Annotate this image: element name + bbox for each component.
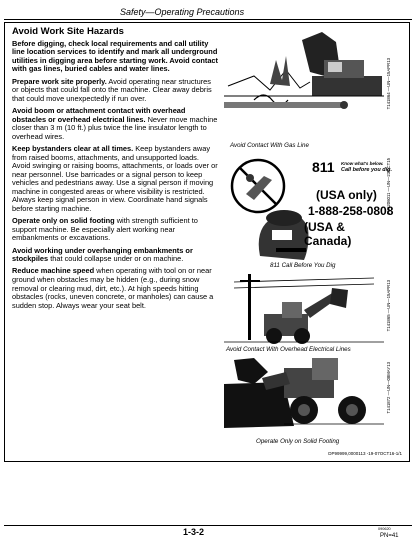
page-number: 1-3-2 <box>183 527 205 537</box>
logo-811-line2: Call before you dig. <box>341 167 393 173</box>
code-fig3: T141865 —UN—15APR13 <box>386 280 391 332</box>
paragraph-footing-bold: Operate only on solid footing <box>12 216 115 226</box>
paragraph-bystanders-text: Keep bystanders away from raised booms, attachments, and unsupported loads. Avoid swinging or raising booms, attachments, or loads over or near personnel. Use barricades or a signal person to keep vehicles and pedestrians away. Use a signal person if moving machine in congested areas or where visibility is restricted. Always keep signal person in view. Coordinate hand signals before starting machine. <box>12 143 218 214</box>
phone-line-usa-canada: (USA & Canada) <box>304 220 352 248</box>
phone-line-usa-only: (USA only) <box>316 188 377 202</box>
code-fig4: T141872 —UN—08MAY13 <box>386 362 391 414</box>
overhead-lines-illustration <box>224 274 394 344</box>
logo-811: 811 <box>312 159 335 175</box>
footer-small-code: 090620 <box>378 527 391 531</box>
paragraph-speed-bold: Reduce machine speed <box>12 266 95 276</box>
caption-gas-line: Avoid Contact With Gas Line <box>230 142 309 149</box>
code-fig2: TX1206011 —UN—23OCT15 <box>386 158 391 215</box>
paragraph-overhead-bold: Avoid boom or attachment contact with overhead obstacles or overhead electrical lines. <box>12 105 186 124</box>
paragraph-bystanders-bold: Keep bystanders clear at all times. <box>12 143 134 153</box>
paragraph-prepare-bold: Prepare work site properly. <box>12 76 107 86</box>
header-rule <box>4 19 412 20</box>
caption-solid-footing: Operate Only on Solid Footing <box>256 438 340 445</box>
paragraph-bystanders <box>12 145 218 214</box>
header-title: Safety—Operating Precautions <box>120 7 245 17</box>
paragraph-overhead <box>12 107 218 141</box>
paragraph-footing-text: with strength sufficient to support machine. Be especially alert working near embankments or excavations. <box>12 216 198 243</box>
code-fig1: T141864 —UN—15APR13 <box>386 58 391 110</box>
paragraph-footing <box>12 217 218 243</box>
section-title: Avoid Work Site Hazards <box>12 26 124 37</box>
logo-811-line1: Know what's below. <box>341 161 384 166</box>
paragraph-speed-text: when operating with tool on or near ground when obstacles may be hidden (e.g., during snow removal or clearing mud, dirt, etc.). At high speeds hitting obstacles (rocks, uneven concrete, or manholes) can cause a sudden stop. Always wear your seat belt. <box>12 266 214 310</box>
paragraph-prepare <box>12 78 218 104</box>
paragraph-utilities-text: Before digging, check local requirements and call utility line location services to identify and mark all underground utilities in digging area before starting work. Avoid contact with gas lines, buried cables and water lines. <box>12 38 219 74</box>
phone-number: 1-888-258-0808 <box>308 204 394 218</box>
figure-column <box>224 28 394 458</box>
solid-footing-illustration <box>224 354 394 430</box>
page-pn: PN=41 <box>380 533 399 539</box>
paragraph-embankments <box>12 247 218 264</box>
page-header <box>0 0 416 22</box>
caption-overhead-lines: Avoid Contact With Overhead Electrical Lines <box>226 346 351 353</box>
paragraph-speed <box>12 267 218 310</box>
document-code: DP99999,0000113 -19-07OCT16-1/1 <box>328 451 402 456</box>
paragraph-prepare-text: Avoid operating near structures or objects that could fall onto the machine. Clear away debris that could move unexpectedly if run over. <box>12 76 212 103</box>
caption-call-811: 811 Call Before You Dig <box>270 262 336 269</box>
paragraph-embankments-text: that could collapse under or on machine. <box>48 254 184 264</box>
paragraph-utilities <box>12 40 218 74</box>
gas-line-illustration <box>224 30 394 118</box>
footer-rule <box>4 525 412 526</box>
text-column <box>12 28 218 314</box>
paragraph-overhead-text: Never move machine closer than 3 m (10 ft.) plus twice the line insulator length to overhead wires. <box>12 114 218 141</box>
paragraph-embankments-bold: Avoid working under overhanging embankments or stockpiles <box>12 245 193 264</box>
